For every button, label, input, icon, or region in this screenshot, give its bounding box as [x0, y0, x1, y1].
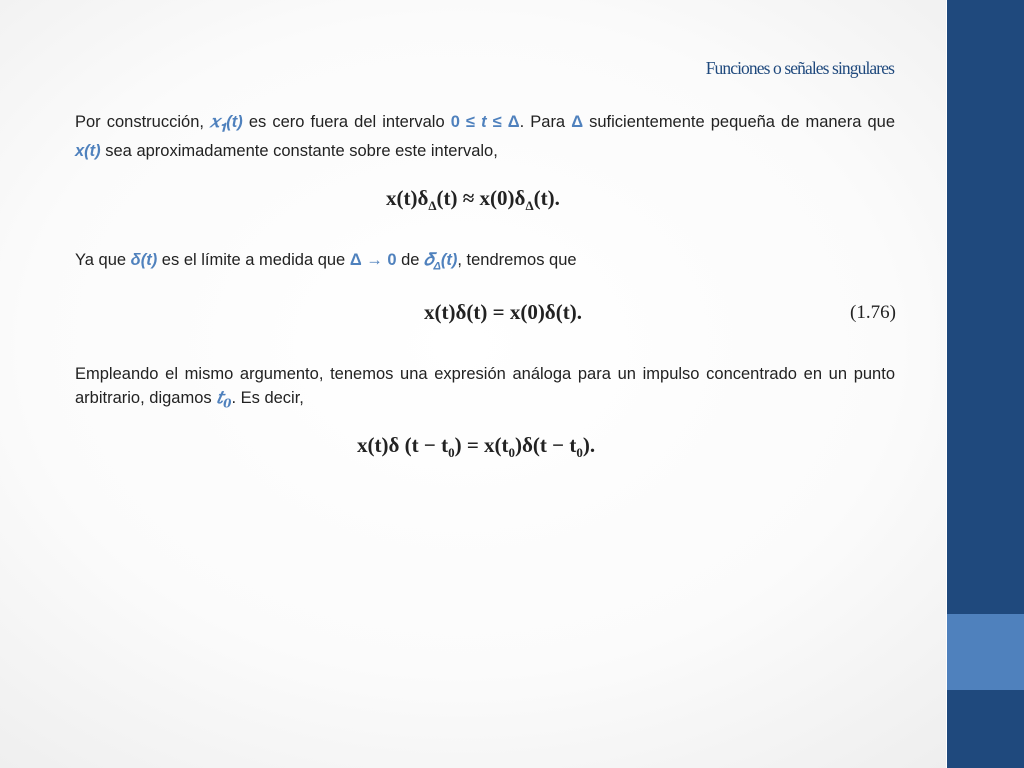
eq3-sub-2: 0	[508, 445, 516, 461]
limit-expression: Δ → 0	[349, 251, 397, 269]
eq1-part-b: (t) ≈ x(0)δ	[436, 186, 526, 210]
x1-symbol: 𝑥	[210, 112, 220, 132]
t0-symbol: 𝑡	[216, 388, 224, 408]
delta-t-symbol: δ(t)	[130, 251, 158, 269]
delta-delta-subscript: Δ	[433, 260, 441, 273]
p1-text-2: es cero fuera del intervalo	[242, 113, 451, 131]
eq3-part-a: x(t)δ (t − t	[357, 433, 449, 457]
delta-delta-argument: (t)	[440, 251, 458, 269]
eq1-part-c: (t).	[533, 186, 560, 210]
p1-text-1: Por construcción,	[75, 113, 211, 131]
t0-subscript: 0	[223, 396, 232, 411]
sidebar-decoration	[946, 0, 1024, 768]
eq3-part-b: ) = x(t	[454, 433, 509, 457]
eq1-sub-1: Δ	[428, 198, 437, 214]
p3-text-1: Empleando el mismo argumento, tenemos una expresión análoga para un impulso concentrado en un punto arbitrario, digamos	[75, 365, 895, 407]
equation-approximation	[386, 186, 560, 214]
slide-title: Funciones o señales singulares	[705, 58, 894, 78]
equation-shifted-impulse	[357, 433, 595, 461]
x1-argument: (t)	[226, 113, 243, 131]
sidebar-accent-block	[947, 614, 1024, 690]
eq3-sub-3: 0	[576, 445, 583, 461]
paragraph-limit	[75, 248, 895, 278]
equation-number: (1.76)	[850, 302, 896, 323]
p2-text-2: es el límite a medida que	[157, 251, 350, 269]
eq1-part-a: x(t)δ	[386, 186, 429, 210]
x1-subscript: 𝟏	[219, 120, 227, 135]
paragraph-arbitrary-point	[75, 362, 895, 415]
p3-text-2: . Es decir,	[231, 389, 304, 407]
paragraph-construction	[75, 110, 895, 163]
xt-symbol: x(t)	[75, 142, 101, 161]
eq3-sub-1: 0	[448, 445, 455, 461]
p1-text-5: sea aproximadamente constante sobre este intervalo,	[100, 142, 498, 161]
delta-symbol: Δ	[571, 113, 584, 131]
eq3-part-d: ).	[582, 433, 596, 457]
interval-t: t	[481, 113, 487, 131]
p2-text-4: , tendremos que	[457, 251, 577, 269]
eq3-part-c: )δ(t − t	[515, 433, 577, 457]
eq1-sub-2: Δ	[525, 198, 534, 214]
p2-text-3: de	[396, 251, 425, 269]
delta-delta-symbol: 𝛿	[424, 250, 434, 270]
p1-text-3: . Para	[519, 113, 572, 131]
interval-end: ≤ Δ	[486, 113, 520, 131]
p2-text-1: Ya que	[75, 251, 131, 269]
p1-text-4: suficientemente pequeña de manera que	[583, 113, 895, 131]
interval-start: 0 ≤	[450, 113, 482, 131]
equation-sifting: x(t)δ(t) = x(0)δ(t).	[424, 300, 582, 324]
